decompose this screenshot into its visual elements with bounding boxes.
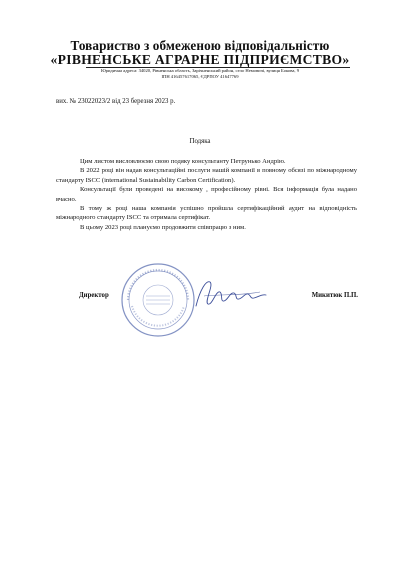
signatory-position: Директор bbox=[79, 292, 109, 299]
body-paragraph-2: В 2022 році він надав консультаційні послуги нашій компанії в повному обсязі по міжнародному стандарту ISCC (international Sustainability Carbon Certification). bbox=[56, 167, 357, 184]
body-paragraph-4: В тому ж році наша компанія успішно пройшла сертифікаційний аудит на відповідність міжнародного стандарту ISCC та отримала сертифікат. bbox=[56, 205, 357, 222]
org-name-line1: Товариство з обмеженою відповідальністю bbox=[70, 38, 330, 53]
document-title: Подяка bbox=[189, 138, 211, 145]
letter-body bbox=[56, 157, 357, 232]
org-identifiers: ІПН 416457617065, ЄДРПОУ 41647769 bbox=[161, 74, 239, 79]
signature-row bbox=[56, 290, 358, 304]
org-address: Юридична адреса: 34020, Рівненська область, Зарічненський район, село Немовичі, вулиця Бокова, 9 bbox=[100, 68, 300, 73]
org-name-line2: «РІВНЕНСЬКЕ АГРАРНЕ ПІДПРИЄМСТВО» bbox=[50, 52, 350, 67]
body-paragraph-5: В цьому 2023 році плануємо продовжити співпрацю з ним. bbox=[80, 223, 246, 231]
signatory-name: Микитюк П.П. bbox=[311, 292, 358, 299]
body-paragraph-1: Цим листом висловлюємо свою подяку консультанту Петрунько Андрію. bbox=[80, 158, 286, 165]
outgoing-number: вих. № 23022023/2 від 23 березня 2023 р. bbox=[56, 98, 176, 105]
body-paragraph-3: Консультації були проведені на високому , професійному рівні. Вся інформація була надано вчасно. bbox=[56, 186, 357, 203]
